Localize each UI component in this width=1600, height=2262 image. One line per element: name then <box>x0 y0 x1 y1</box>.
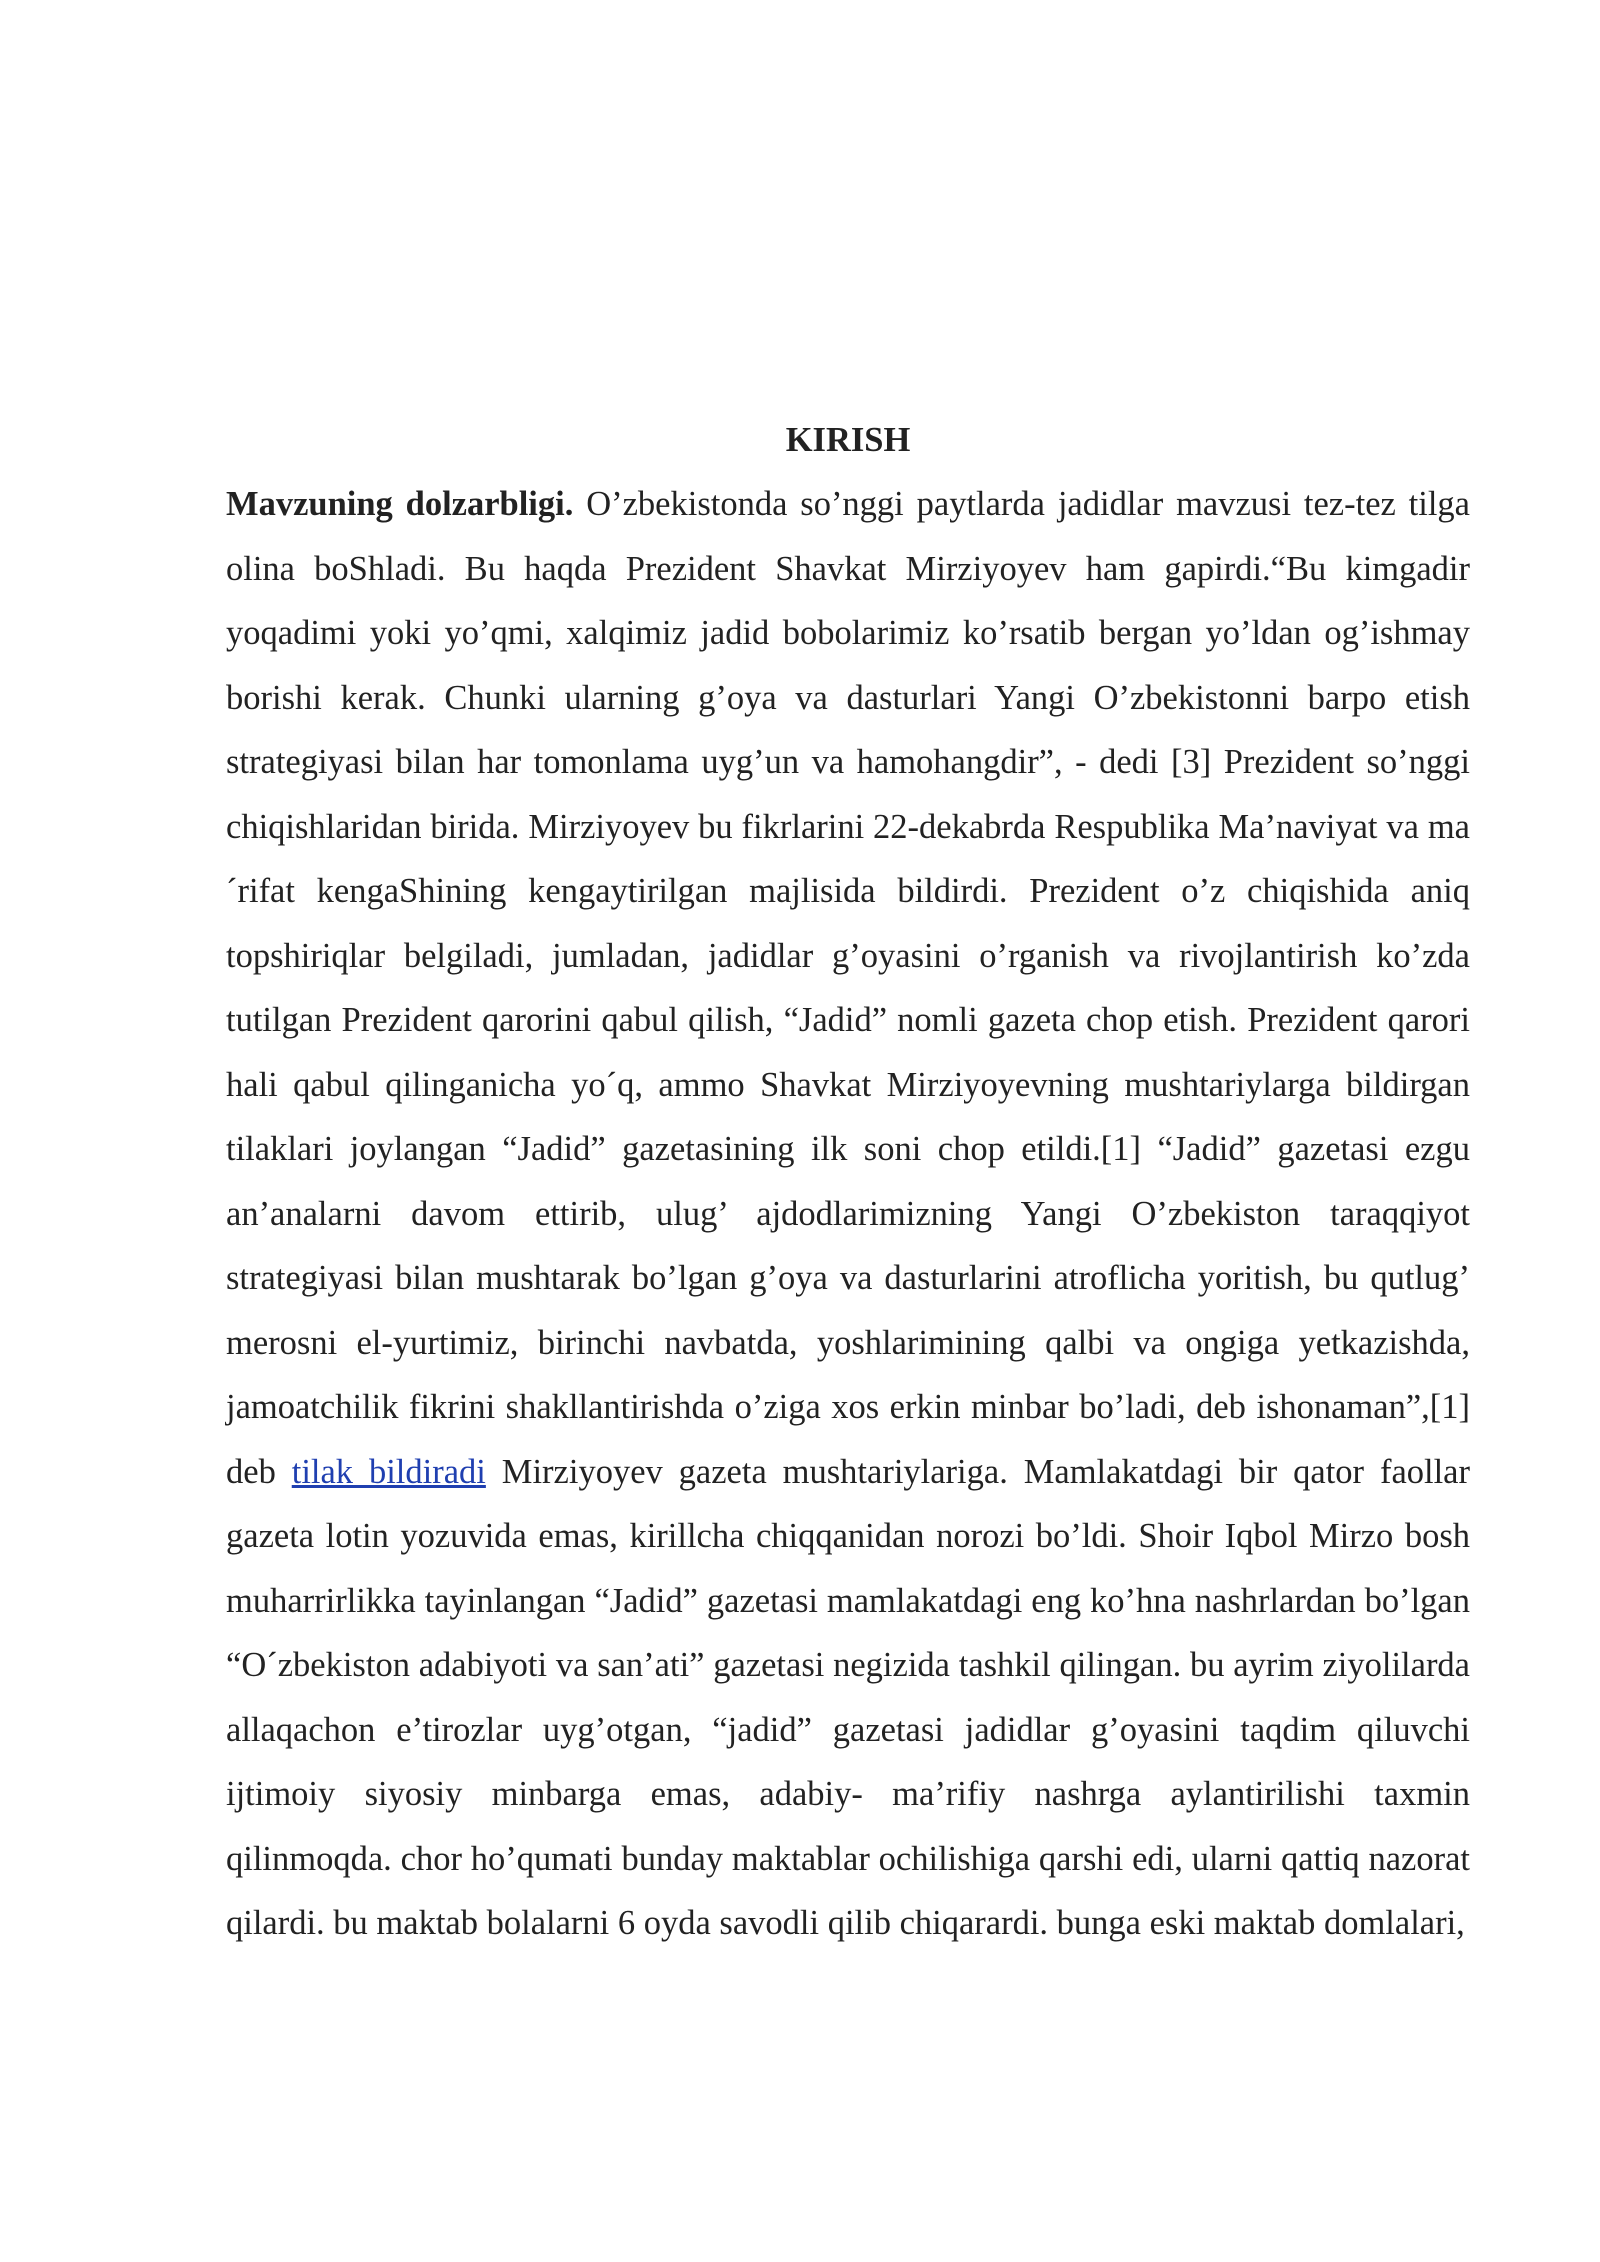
page-title: KIRISH <box>785 421 911 459</box>
paragraph-text-part-2: Mirziyoyev gazeta mushtariylariga. Mamlakatdagi bir qator faollar gazeta lotin yozuvida emas, kirillcha chiqqanidan norozi bo’ldi. Shoir Iqbol Mirzo bosh muharrirlikka tayinlangan “Jadid” gazetasi mamlakatdagi eng ko’hna nashrlardan bo’lgan “O´zbekiston adabiyoti va san’ati” gazetasi negizida tashkil qilingan. bu ayrim ziyolilarda allaqachon e’tirozlar uyg’otgan, “jadid” gazetasi jadidlar g’oyasini taqdim qiluvchi ijtimoiy siyosiy minbarga emas, adabiy- ma’rifiy nashrga aylantirilishi taxmin qilinmoqda. chor ho’qumati bunday maktablar ochilishiga qarshi edi, ularni qattiq nazorat qilardi. bu maktab bolalarni 6 oyda savodli qilib chiqarardi. bunga eski maktab domlalari, <box>226 1452 1470 1942</box>
paragraph-text-part-1: O’zbekistonda so’nggi paytlarda jadidlar mavzusi tez-tez tilga olina boShladi. Bu haqda Prezident Shavkat Mirziyoyev ham gapirdi.“Bu kimgadir yoqadimi yoki yo’qmi, xalqimiz jadid bobolarimiz ko’rsatib bergan yo’ldan og’ishmay borishi kerak. Chunki ularning g’oya va dasturlari Yangi O’zbekistonni barpo etish strategiyasi bilan har tomonlama uyg’un va hamohangdir”, - dedi [3] Prezident so’nggi chiqishlaridan birida. Mirziyoyev bu fikrlarini 22-dekabrda Respublika Ma’naviyat va ma´rifat kengaShining kengaytirilgan majlisida bildirdi. Prezident o’z chiqishida aniq topshiriqlar belgiladi, jumladan, jadidlar g’oyasini o’rganish va rivojlantirish ko’zda tutilgan Prezident qarorini qabul qilish, “Jadid” nomli gazeta chop etish. Prezident qarori hali qabul qilinganicha yo´q, ammo Shavkat Mirziyoyevning mushtariylarga bildirgan tilaklari joylangan “Jadid” gazetasining ilk soni chop etildi.[1] “Jadid” gazetasi ezgu an’analarni davom ettirib, ulug’ ajdodlarimizning Yangi O’zbekiston taraqqiyot strategiyasi bilan mushtarak bo’lgan g’oya va dasturlarini atroflicha yoritish, bu qutlug’ merosni el-yurtimiz, birinchi navbatda, yoshlarimining qalbi va ongiga yetkazishda, jamoatchilik fikrini shakllantirishda o’ziga xos erkin minbar bo’ladi, deb ishonaman”,[1] deb <box>226 485 1470 1491</box>
section-lead: Mavzuning dolzarbligi. <box>226 485 574 523</box>
intro-paragraph <box>226 472 1470 1956</box>
tilak-bildiradi-link[interactable]: tilak bildiradi <box>291 1452 486 1491</box>
document-body <box>226 408 1470 1956</box>
